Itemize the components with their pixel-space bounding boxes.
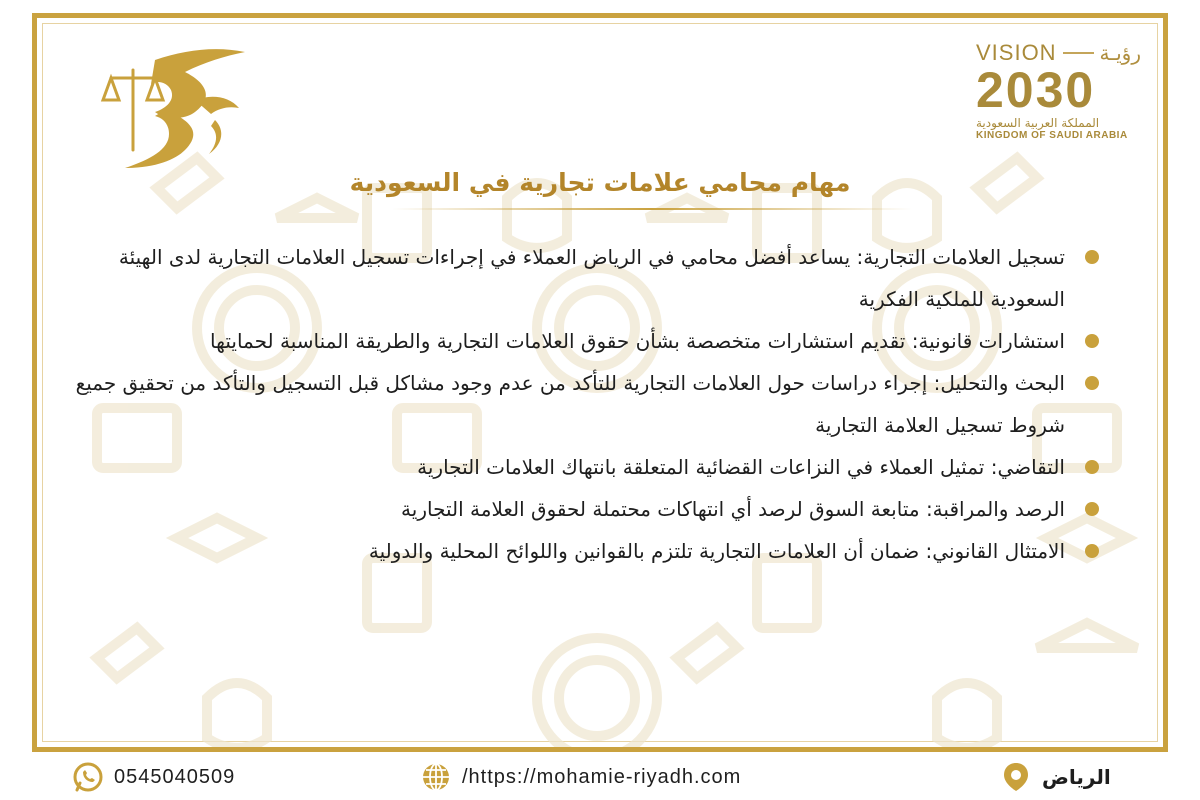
list-item-text: تسجيل العلامات التجارية: يساعد أفضل محامي في الرياض العملاء في إجراءات تسجيل العلامات التجارية لدى الهيئة السعودية للملكية الفكرية	[118, 245, 1065, 311]
vision-divider	[1063, 52, 1094, 54]
bullet-icon	[1085, 460, 1099, 474]
footer	[0, 755, 1200, 800]
list-item	[73, 320, 1123, 362]
content-frame	[32, 13, 1168, 752]
footer-phone[interactable]	[72, 761, 235, 793]
globe-icon	[420, 761, 452, 793]
list-item-text: التقاضي: تمثيل العملاء في النزاعات القضائية المتعلقة بانتهاك العلامات التجارية	[417, 455, 1065, 479]
bullet-icon	[1085, 250, 1099, 264]
list-item-text: البحث والتحليل: إجراء دراسات حول العلامات التجارية للتأكد من عدم وجود مشاكل قبل التسجيل والتأكد من تحقيق جميع شروط تسجيل العلامة التجارية	[75, 371, 1065, 437]
vision-year: 2030	[976, 62, 1096, 118]
vision-en: VISION	[976, 40, 1057, 65]
list-item	[73, 488, 1123, 530]
website-link: /https://mohamie-riyadh.com	[462, 765, 742, 788]
calligraphy-scales-logo	[95, 40, 255, 175]
list-item	[73, 362, 1123, 446]
bullet-icon	[1085, 502, 1099, 516]
phone-number: 0545040509	[114, 765, 236, 788]
list-item-text: الامتثال القانوني: ضمان أن العلامات التجارية تلتزم بالقوانين واللوائح المحلية والدولية	[368, 539, 1065, 563]
vision-2030-logo	[976, 40, 1141, 141]
list-item	[73, 236, 1123, 320]
bullet-icon	[1085, 544, 1099, 558]
list-item	[73, 530, 1123, 572]
list-item-text: الرصد والمراقبة: متابعة السوق لرصد أي انتهاكات محتملة لحقوق العلامة التجارية	[401, 497, 1065, 521]
bullet-icon	[1085, 376, 1099, 390]
tasks-list	[73, 236, 1123, 572]
location-pin-icon	[1000, 761, 1032, 793]
list-item	[73, 446, 1123, 488]
kingdom-en: KINGDOM OF SAUDI ARABIA	[976, 130, 1128, 141]
bullet-icon	[1085, 334, 1099, 348]
vision-ar: رؤيـة	[1099, 42, 1141, 65]
location-text: الرياض	[1042, 765, 1111, 789]
kingdom-ar: المملكة العربية السعودية	[976, 116, 1100, 130]
list-item-text: استشارات قانونية: تقديم استشارات متخصصة بشأن حقوق العلامات التجارية والطريقة المناسبة لحمايتها	[210, 329, 1065, 353]
footer-location	[1000, 761, 1111, 793]
page-title: مهام محامي علامات تجارية في السعودية	[349, 168, 851, 197]
footer-website[interactable]	[420, 761, 741, 793]
whatsapp-icon	[72, 761, 104, 793]
title-underline	[392, 208, 912, 210]
